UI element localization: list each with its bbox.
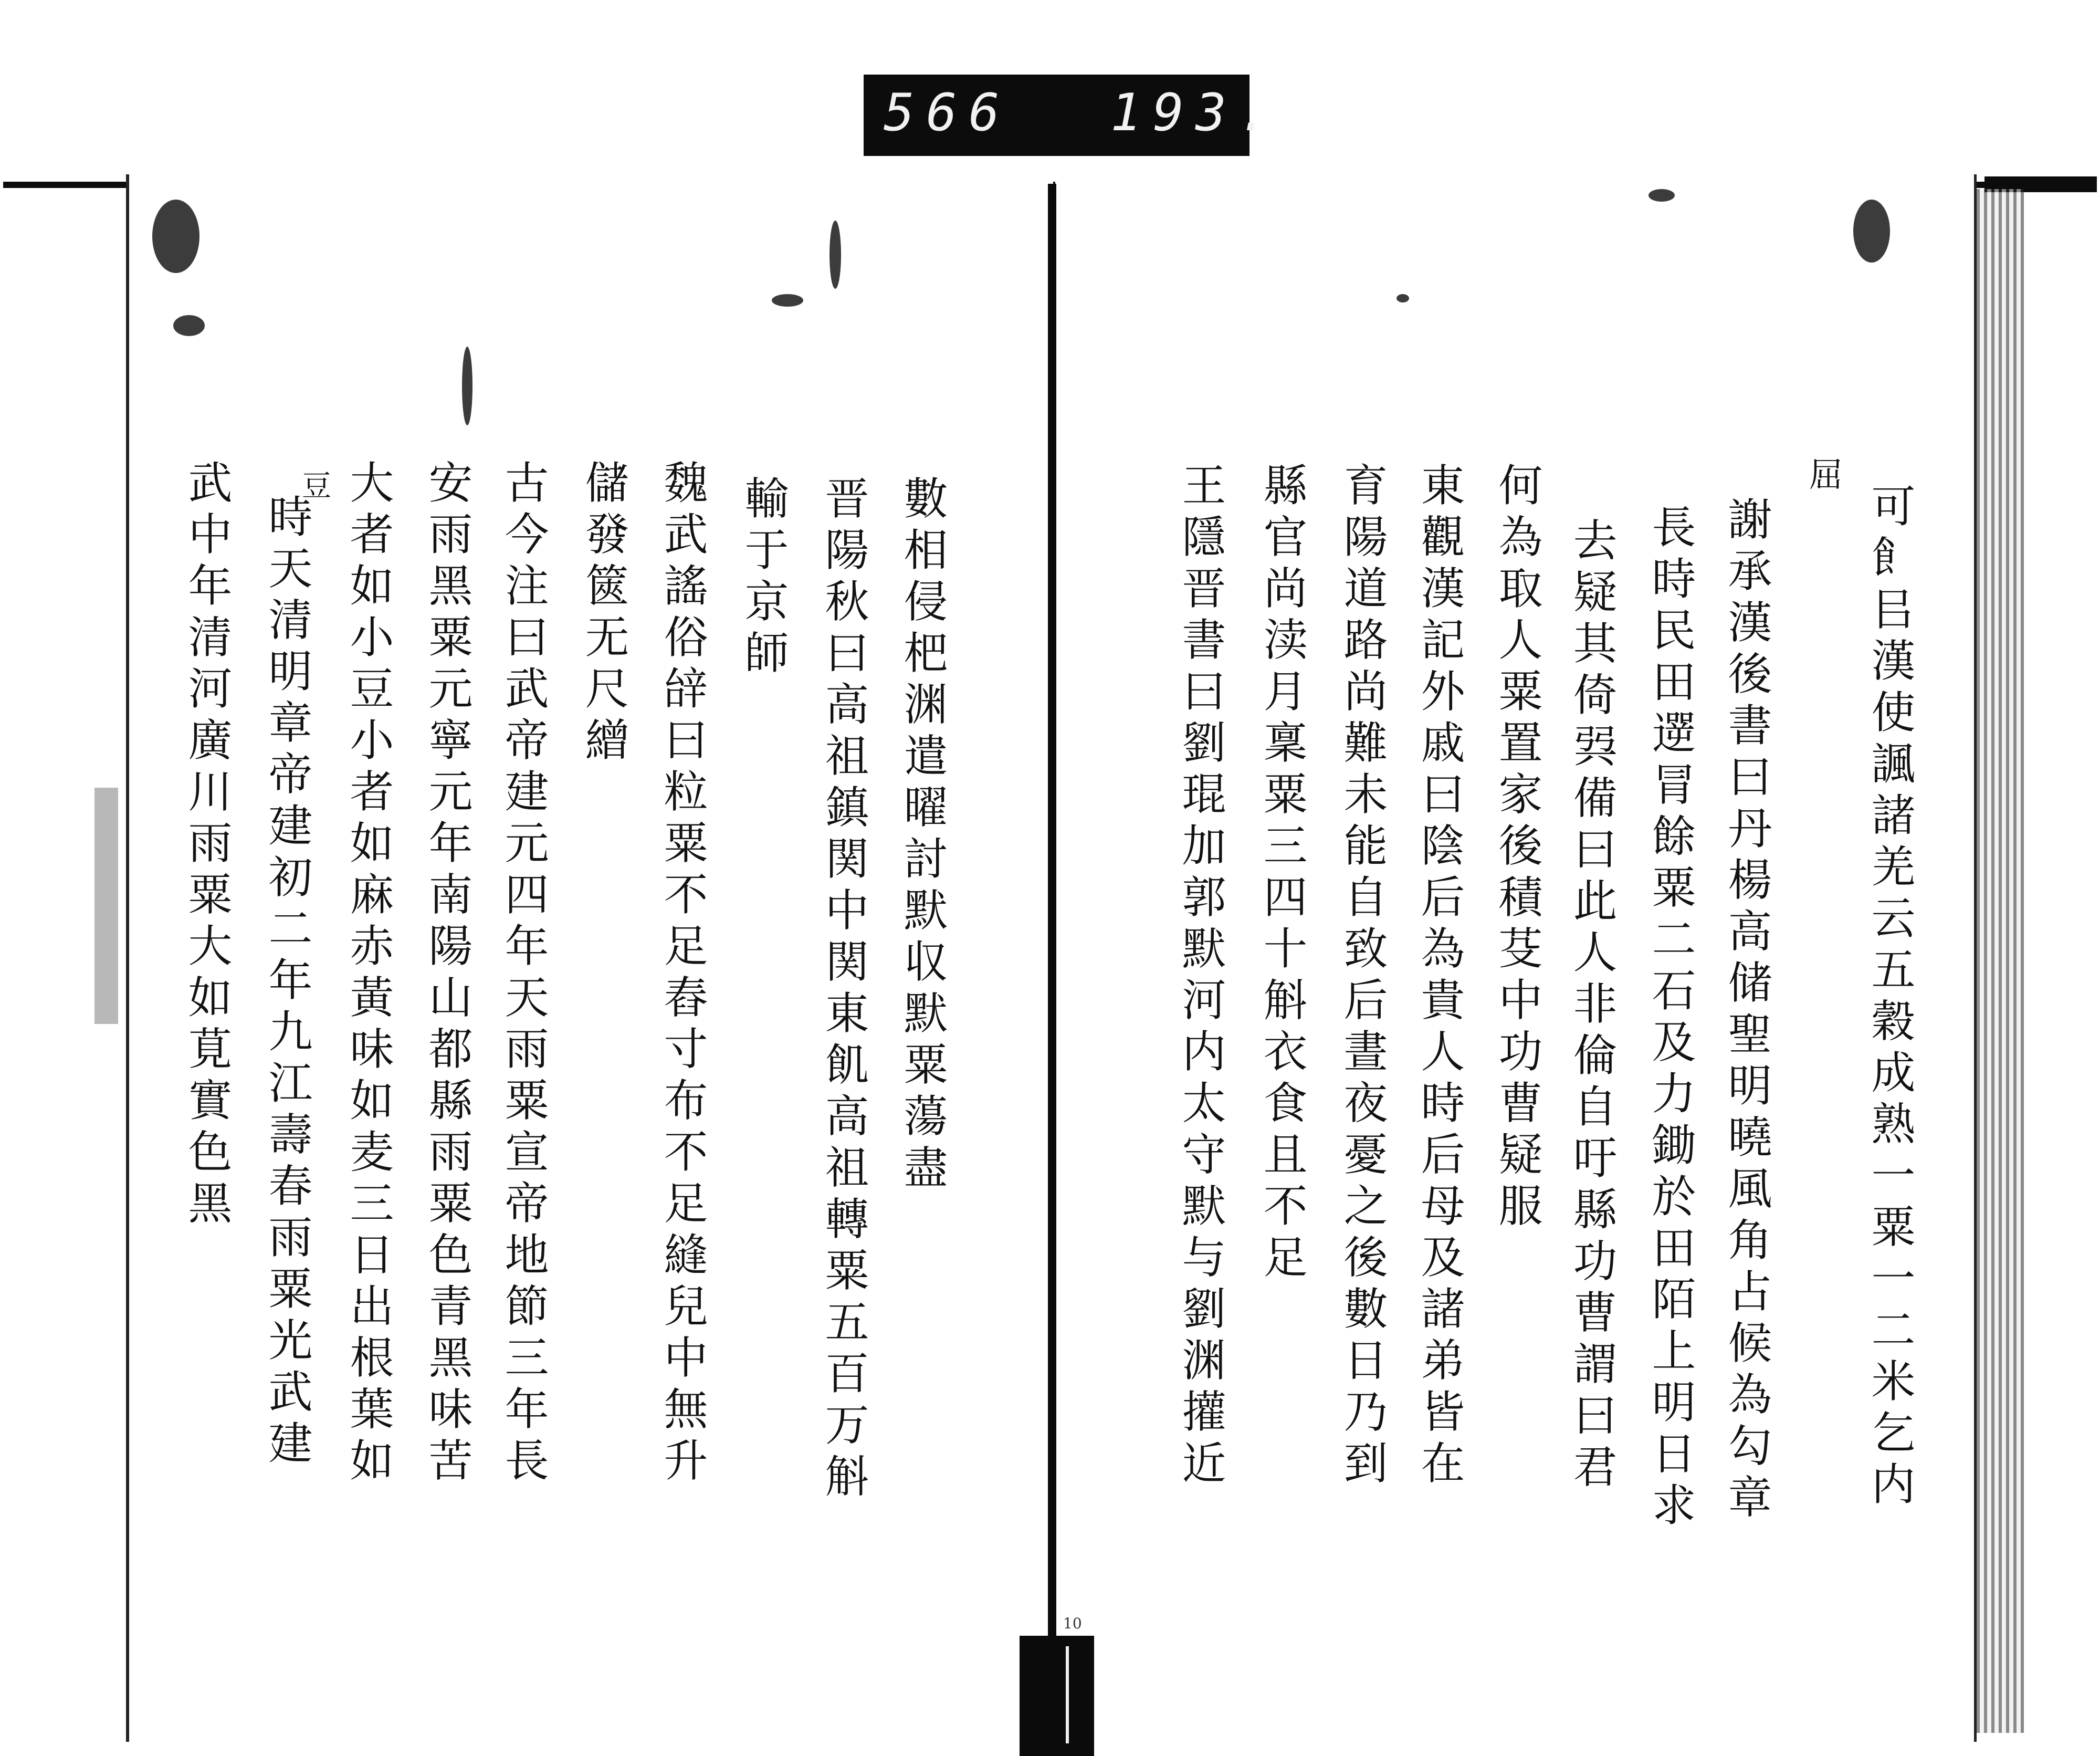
right-text-column-5: 何為取人粟置家後積芟中功曹疑服: [1492, 462, 1543, 1234]
film-reel-number: 566: [884, 83, 1012, 143]
worm-damage-mark: [1396, 294, 1409, 302]
left-cover-edge: [94, 788, 118, 1024]
folio-mark: 10: [1063, 1615, 1082, 1632]
right-text-column-3: 長時民田遻冐餘粟二石及力鋤於田陌上明日求: [1645, 504, 1696, 1533]
left-text-column-2: 晋陽秋曰高祖鎮関中関東飢高祖轉粟五百万斛: [818, 475, 869, 1504]
right-text-column-9: 王隱晋書曰劉琨加郭默河内太守默与劉渊㩲近: [1175, 462, 1226, 1491]
right-text-column-2: 謝承漢後書曰丹楊高储聖明曉風角占候為勾章: [1721, 496, 1772, 1525]
left-text-column-9: 時天清明章帝建初二年九江壽春雨粟光武建: [261, 494, 313, 1471]
left-text-column-6: 古今注曰武帝建元四年天雨粟宣帝地節三年長: [498, 459, 549, 1489]
film-frame-number: 193.: [1110, 83, 1281, 143]
worm-damage-mark: [152, 200, 200, 273]
worm-damage-mark: [1648, 189, 1675, 202]
left-text-column-8: 大者如小豆小者如麻赤黃味如麦三日出根葉如: [343, 459, 394, 1489]
spine-clamp: [1020, 1636, 1094, 1756]
right-text-column-4: 去疑其倚㢲備曰此人非倫自吁縣功曹謂曰君: [1566, 517, 1618, 1495]
left-text-column-4: 魏武謠俗辝曰粒粟不足舂寸布不足縫兒中無升: [657, 459, 708, 1489]
left-text-column-5: 儲發篋无尺繒: [578, 459, 629, 768]
worm-damage-mark: [772, 294, 803, 307]
margin-note: 屈: [1803, 457, 1842, 498]
right-text-column-1: 可飠㠯漢使諷諸羌云五穀成熟一粟一二米乞内: [1864, 483, 1916, 1512]
film-frame-label: [864, 75, 1281, 156]
spine-slit: [1066, 1646, 1069, 1743]
left-margin-note: 豆: [297, 470, 331, 507]
right-page-stack-edge: [1977, 189, 2024, 1733]
worm-damage-mark: [830, 221, 841, 289]
right-text-column-7: 育陽道路尚難未能自致后晝夜憂之後數日乃到: [1337, 462, 1388, 1491]
left-text-column-3: 輸于京師: [738, 475, 789, 681]
book-gutter: [1048, 184, 1056, 1738]
worm-damage-mark: [462, 347, 472, 425]
right-text-column-6: 東觀漢記外戚曰陰后為貴人時后母及諸弟皆在: [1414, 462, 1465, 1491]
worm-damage-mark: [1853, 200, 1890, 263]
left-text-column-7: 安雨黑粟元寧元年南陽山都縣雨粟色青黑味苦: [422, 459, 473, 1489]
worm-damage-mark: [173, 315, 205, 336]
right-text-column-8: 縣官尚渎月稟粟三四十斛衣食且不足: [1256, 462, 1308, 1285]
left-text-column-1: 數相侵杷渊遣曜討默収默粟蕩盡: [897, 475, 948, 1196]
left-text-column-10: 武中年清河廣川雨粟大如莧實色黑: [181, 459, 233, 1231]
